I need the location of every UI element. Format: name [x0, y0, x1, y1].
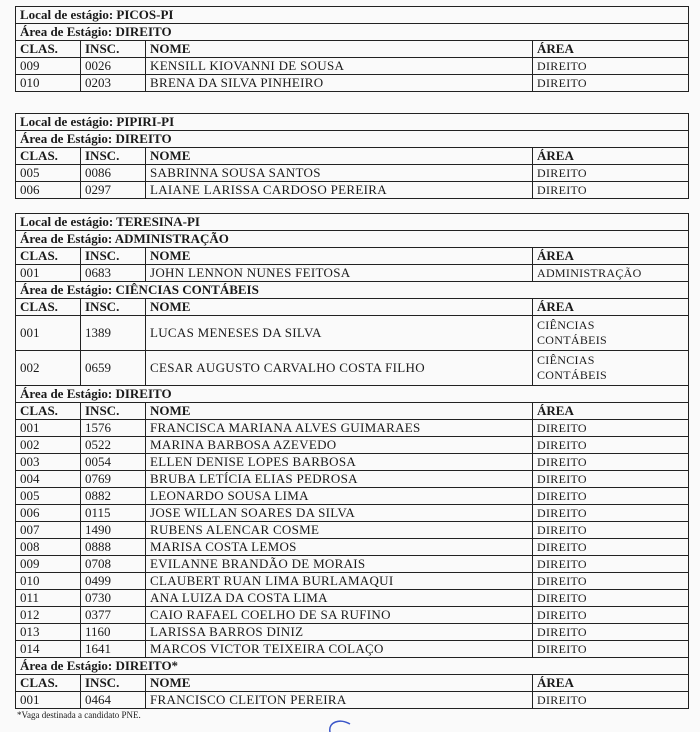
insc-cell: 0203 — [81, 75, 146, 91]
table-row — [16, 420, 688, 437]
name-cell: FRANCISCO CLEITON PEREIRA — [146, 692, 533, 708]
name-cell: LUCAS MENESES DA SILVA — [146, 316, 533, 350]
table-row — [16, 607, 688, 624]
header-insc: INSC. — [81, 675, 146, 691]
clas-cell: 011 — [16, 590, 81, 606]
area-cell: ADMINISTRAÇÃO — [537, 266, 642, 280]
header-clas: CLAS. — [16, 148, 81, 164]
table-row — [16, 522, 688, 539]
clas-cell: 006 — [16, 505, 81, 521]
local-row — [16, 114, 688, 131]
area-cell: DIREITO — [537, 489, 587, 503]
header-clas: CLAS. — [16, 403, 81, 419]
area-label: Área de Estágio: CIÊNCIAS CONTÁBEIS — [20, 282, 259, 297]
header-area: ÁREA — [537, 299, 574, 314]
area-cell: DIREITO — [537, 506, 587, 520]
name-cell: LAIANE LARISSA CARDOSO PEREIRA — [146, 182, 533, 198]
table-row — [16, 573, 688, 590]
insc-cell: 0499 — [81, 573, 146, 589]
header-area: ÁREA — [537, 41, 574, 56]
table-row — [16, 75, 688, 92]
header-area: ÁREA — [537, 675, 574, 690]
insc-cell: 0683 — [81, 265, 146, 281]
clas-cell: 014 — [16, 641, 81, 657]
name-cell: RUBENS ALENCAR COSME — [146, 522, 533, 538]
table-row — [16, 505, 688, 522]
insc-cell: 0377 — [81, 607, 146, 623]
area-cell: DIREITO — [537, 540, 587, 554]
clas-cell: 001 — [16, 265, 81, 281]
insc-cell: 0708 — [81, 556, 146, 572]
clas-cell: 002 — [16, 351, 81, 385]
table-row — [16, 488, 688, 505]
header-row — [16, 41, 688, 58]
area-row — [16, 658, 688, 675]
footnote: *Vaga destinada a candidato PNE. — [17, 710, 141, 720]
name-cell: KENSILL KIOVANNI DE SOUSA — [146, 58, 533, 74]
clas-cell: 005 — [16, 165, 81, 181]
table-row — [16, 316, 688, 351]
insc-cell: 0659 — [81, 351, 146, 385]
insc-cell: 1490 — [81, 522, 146, 538]
section-table — [15, 6, 689, 92]
name-cell: JOHN LENNON NUNES FEITOSA — [146, 265, 533, 281]
header-area: ÁREA — [537, 248, 574, 263]
area-cell: DIREITO — [537, 183, 587, 197]
header-row — [16, 248, 688, 265]
insc-cell: 0297 — [81, 182, 146, 198]
header-insc: INSC. — [81, 403, 146, 419]
name-cell: BRENA DA SILVA PINHEIRO — [146, 75, 533, 91]
header-clas: CLAS. — [16, 299, 81, 315]
area-row — [16, 282, 688, 299]
header-clas: CLAS. — [16, 41, 81, 57]
area-cell: DIREITO — [537, 421, 587, 435]
table-row — [16, 165, 688, 182]
name-cell: SABRINNA SOUSA SANTOS — [146, 165, 533, 181]
local-label: Local de estágio: PIPIRI-PI — [20, 114, 175, 129]
table-row — [16, 265, 688, 282]
header-nome: NOME — [146, 148, 533, 164]
table-row — [16, 437, 688, 454]
area-cell: DIREITO — [537, 472, 587, 486]
area-line-2: CONTÁBEIS — [537, 333, 608, 347]
clas-cell: 010 — [16, 573, 81, 589]
table-row — [16, 590, 688, 607]
clas-cell: 003 — [16, 454, 81, 470]
clas-cell: 013 — [16, 624, 81, 640]
insc-cell: 0026 — [81, 58, 146, 74]
area-label: Área de Estágio: DIREITO — [20, 386, 172, 401]
table-row — [16, 182, 688, 199]
local-row — [16, 214, 688, 231]
insc-cell: 0054 — [81, 454, 146, 470]
area-cell: DIREITO — [537, 574, 587, 588]
clas-cell: 004 — [16, 471, 81, 487]
section-table — [15, 113, 689, 199]
insc-cell: 0522 — [81, 437, 146, 453]
insc-cell: 0086 — [81, 165, 146, 181]
name-cell: EVILANNE BRANDÃO DE MORAIS — [146, 556, 533, 572]
area-line-2: CONTÁBEIS — [537, 368, 608, 382]
name-cell: JOSE WILLAN SOARES DA SILVA — [146, 505, 533, 521]
table-row — [16, 471, 688, 488]
header-insc: INSC. — [81, 248, 146, 264]
name-cell: CESAR AUGUSTO CARVALHO COSTA FILHO — [146, 351, 533, 385]
area-row — [16, 24, 688, 41]
header-row — [16, 403, 688, 420]
header-area: ÁREA — [537, 148, 574, 163]
area-cell — [533, 351, 688, 385]
insc-cell: 0115 — [81, 505, 146, 521]
clas-cell: 007 — [16, 522, 81, 538]
area-cell: DIREITO — [537, 166, 587, 180]
header-nome: NOME — [146, 299, 533, 315]
table-row — [16, 692, 688, 709]
area-line-1: CIÊNCIAS — [537, 318, 595, 332]
header-nome: NOME — [146, 675, 533, 691]
table-row — [16, 539, 688, 556]
area-label: Área de Estágio: DIREITO — [20, 24, 172, 39]
area-row — [16, 231, 688, 248]
header-nome: NOME — [146, 403, 533, 419]
insc-cell: 0464 — [81, 692, 146, 708]
name-cell: FRANCISCA MARIANA ALVES GUIMARAES — [146, 420, 533, 436]
insc-cell: 0730 — [81, 590, 146, 606]
table-row — [16, 351, 688, 386]
area-cell: DIREITO — [537, 625, 587, 639]
clas-cell: 001 — [16, 692, 81, 708]
name-cell: CAIO RAFAEL COELHO DE SA RUFINO — [146, 607, 533, 623]
table-row — [16, 454, 688, 471]
insc-cell: 1641 — [81, 641, 146, 657]
clas-cell: 006 — [16, 182, 81, 198]
area-row — [16, 386, 688, 403]
insc-cell: 1576 — [81, 420, 146, 436]
name-cell: LARISSA BARROS DINIZ — [146, 624, 533, 640]
header-area: ÁREA — [537, 403, 574, 418]
clas-cell: 005 — [16, 488, 81, 504]
name-cell: BRUBA LETÍCIA ELIAS PEDROSA — [146, 471, 533, 487]
area-cell: DIREITO — [537, 523, 587, 537]
area-cell: DIREITO — [537, 608, 587, 622]
clas-cell: 009 — [16, 58, 81, 74]
name-cell: ANA LUIZA DA COSTA LIMA — [146, 590, 533, 606]
clas-cell: 010 — [16, 75, 81, 91]
pen-mark — [300, 712, 360, 732]
name-cell: MARINA BARBOSA AZEVEDO — [146, 437, 533, 453]
table-row — [16, 641, 688, 658]
clas-cell: 012 — [16, 607, 81, 623]
local-label: Local de estágio: PICOS-PI — [20, 7, 174, 22]
header-clas: CLAS. — [16, 675, 81, 691]
table-row — [16, 624, 688, 641]
header-row — [16, 148, 688, 165]
header-insc: INSC. — [81, 299, 146, 315]
area-label: Área de Estágio: DIREITO — [20, 131, 172, 146]
local-row — [16, 7, 688, 24]
header-nome: NOME — [146, 248, 533, 264]
area-cell: DIREITO — [537, 59, 587, 73]
area-cell: DIREITO — [537, 642, 587, 656]
insc-cell: 1160 — [81, 624, 146, 640]
area-cell — [533, 316, 688, 350]
name-cell: MARISA COSTA LEMOS — [146, 539, 533, 555]
section-table — [15, 213, 689, 709]
insc-cell: 0769 — [81, 471, 146, 487]
header-clas: CLAS. — [16, 248, 81, 264]
insc-cell: 0882 — [81, 488, 146, 504]
name-cell: MARCOS VICTOR TEIXEIRA COLAÇO — [146, 641, 533, 657]
header-row — [16, 675, 688, 692]
header-row — [16, 299, 688, 316]
area-row — [16, 131, 688, 148]
name-cell: LEONARDO SOUSA LIMA — [146, 488, 533, 504]
table-row — [16, 556, 688, 573]
name-cell: ELLEN DENISE LOPES BARBOSA — [146, 454, 533, 470]
area-cell: DIREITO — [537, 693, 587, 707]
header-insc: INSC. — [81, 148, 146, 164]
name-cell: CLAUBERT RUAN LIMA BURLAMAQUI — [146, 573, 533, 589]
insc-cell: 1389 — [81, 316, 146, 350]
area-label: Área de Estágio: DIREITO* — [20, 658, 179, 673]
clas-cell: 009 — [16, 556, 81, 572]
header-insc: INSC. — [81, 41, 146, 57]
area-cell: DIREITO — [537, 455, 587, 469]
clas-cell: 001 — [16, 420, 81, 436]
header-nome: NOME — [146, 41, 533, 57]
area-cell: DIREITO — [537, 76, 587, 90]
clas-cell: 002 — [16, 437, 81, 453]
area-cell: DIREITO — [537, 438, 587, 452]
area-cell: DIREITO — [537, 557, 587, 571]
area-label: Área de Estágio: ADMINISTRAÇÃO — [20, 231, 229, 246]
clas-cell: 008 — [16, 539, 81, 555]
table-row — [16, 58, 688, 75]
area-line-1: CIÊNCIAS — [537, 353, 595, 367]
area-cell: DIREITO — [537, 591, 587, 605]
clas-cell: 001 — [16, 316, 81, 350]
insc-cell: 0888 — [81, 539, 146, 555]
local-label: Local de estágio: TERESINA-PI — [20, 214, 200, 229]
